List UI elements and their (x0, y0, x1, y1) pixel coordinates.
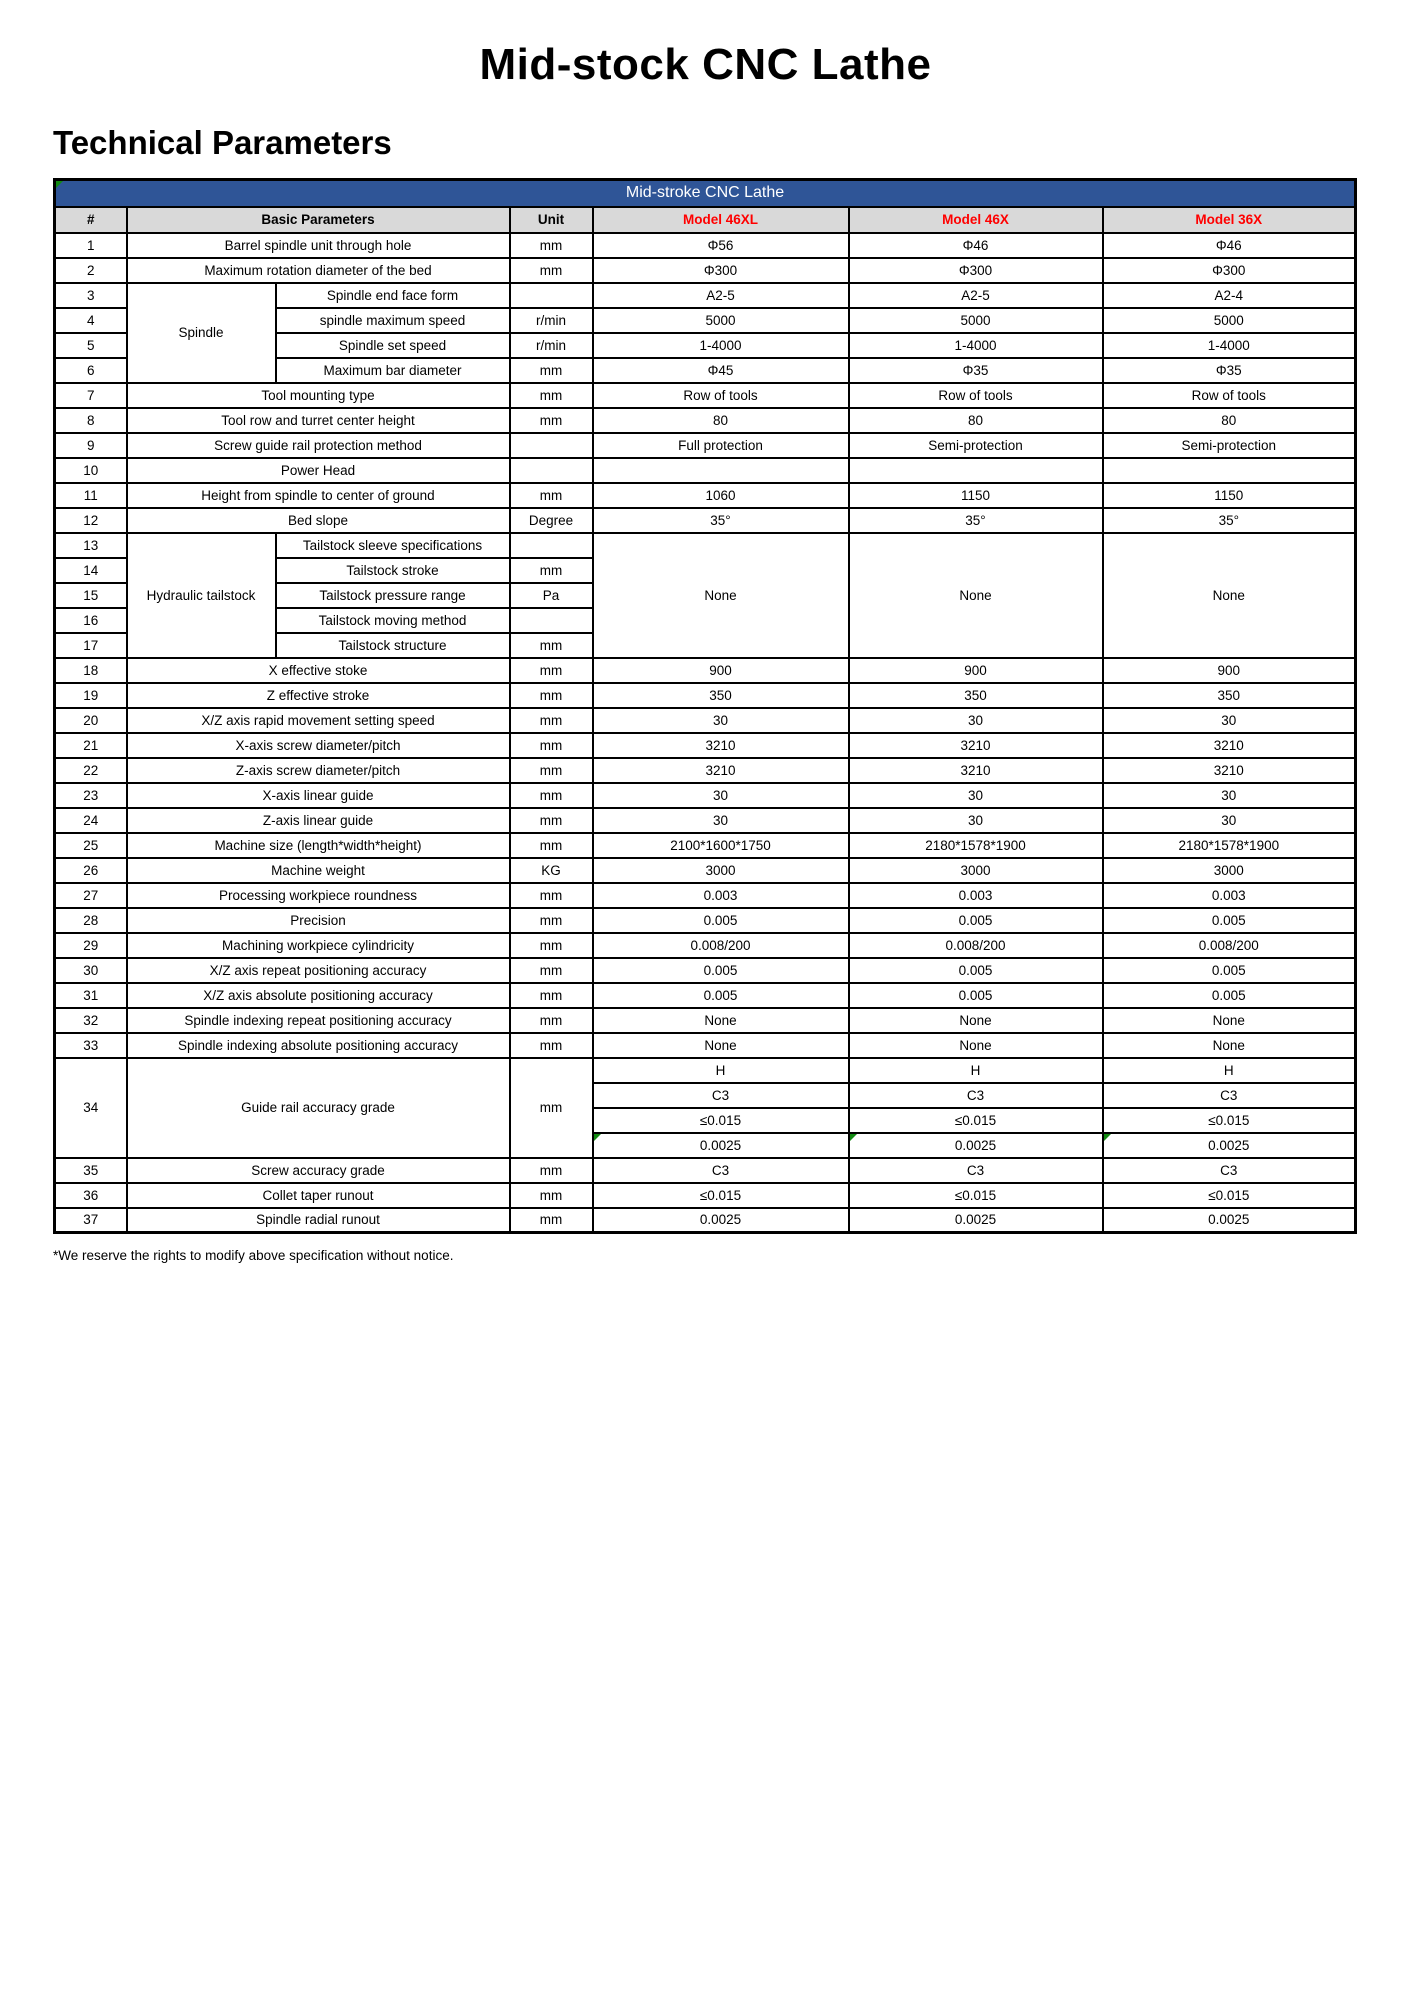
value-cell: C3 (1103, 1083, 1356, 1108)
param-cell: X-axis linear guide (127, 783, 510, 808)
value-cell: C3 (593, 1083, 849, 1108)
row-num-cell: 30 (55, 958, 127, 983)
unit-cell (510, 433, 593, 458)
value-cell: 2180*1578*1900 (849, 833, 1103, 858)
table-row (55, 808, 1356, 833)
unit-cell: mm (510, 658, 593, 683)
col-header-model-46xl: Model 46XL (593, 207, 849, 233)
value-cell: 3000 (1103, 858, 1356, 883)
unit-cell: Pa (510, 583, 593, 608)
value-cell: None (593, 1008, 849, 1033)
row-num-cell: 22 (55, 758, 127, 783)
value-cell: C3 (1103, 1158, 1356, 1183)
unit-cell: mm (510, 683, 593, 708)
row-num-cell: 34 (55, 1058, 127, 1158)
value-cell: 900 (849, 658, 1103, 683)
table-row (55, 408, 1356, 433)
table-row (55, 783, 1356, 808)
row-num-cell: 17 (55, 633, 127, 658)
row-num-cell: 29 (55, 933, 127, 958)
row-num-cell: 10 (55, 458, 127, 483)
value-cell: 35° (593, 508, 849, 533)
value-cell: 0.005 (1103, 983, 1356, 1008)
row-num-cell: 11 (55, 483, 127, 508)
unit-cell: mm (510, 258, 593, 283)
row-num-cell: 25 (55, 833, 127, 858)
row-num-cell: 18 (55, 658, 127, 683)
unit-cell: r/min (510, 308, 593, 333)
param-cell: Machining workpiece cylindricity (127, 933, 510, 958)
value-cell: None (849, 533, 1103, 658)
value-cell: 30 (1103, 808, 1356, 833)
table-row (55, 1058, 1356, 1083)
unit-cell: mm (510, 933, 593, 958)
param-cell: Machine size (length*width*height) (127, 833, 510, 858)
value-cell: 0.003 (593, 883, 849, 908)
value-cell (593, 458, 849, 483)
param-cell: Tailstock sleeve specifications (276, 533, 510, 558)
row-num-cell: 36 (55, 1183, 127, 1208)
param-cell: Barrel spindle unit through hole (127, 233, 510, 258)
value-cell: 80 (593, 408, 849, 433)
row-num-cell: 2 (55, 258, 127, 283)
unit-cell (510, 458, 593, 483)
param-cell: Bed slope (127, 508, 510, 533)
param-cell: Tailstock moving method (276, 608, 510, 633)
group-cell: Spindle (127, 283, 276, 383)
param-cell: Machine weight (127, 858, 510, 883)
value-cell: H (593, 1058, 849, 1083)
technical-parameters-table (53, 178, 1357, 1234)
value-cell: Row of tools (1103, 383, 1356, 408)
param-cell: Processing workpiece roundness (127, 883, 510, 908)
value-cell: 30 (593, 808, 849, 833)
unit-cell: mm (510, 1183, 593, 1208)
table-row (55, 533, 1356, 558)
value-cell: 0.0025 (1103, 1208, 1356, 1233)
value-cell: None (1103, 1033, 1356, 1058)
unit-cell: mm (510, 833, 593, 858)
value-cell: 30 (593, 708, 849, 733)
row-num-cell: 15 (55, 583, 127, 608)
value-cell: None (849, 1008, 1103, 1033)
param-cell: Tool mounting type (127, 383, 510, 408)
value-cell: A2-5 (593, 283, 849, 308)
param-cell: Spindle set speed (276, 333, 510, 358)
value-cell: 1060 (593, 483, 849, 508)
value-cell: 350 (593, 683, 849, 708)
unit-cell: KG (510, 858, 593, 883)
value-cell: 0.005 (849, 983, 1103, 1008)
param-cell: X effective stoke (127, 658, 510, 683)
value-cell: Φ35 (849, 358, 1103, 383)
table-title-bar: Mid-stroke CNC Lathe (55, 180, 1356, 207)
table-row (55, 1158, 1356, 1183)
param-cell: X/Z axis absolute positioning accuracy (127, 983, 510, 1008)
col-header-unit: Unit (510, 207, 593, 233)
unit-cell: mm (510, 358, 593, 383)
value-cell: 0.008/200 (593, 933, 849, 958)
value-cell: Semi-protection (849, 433, 1103, 458)
row-num-cell: 28 (55, 908, 127, 933)
row-num-cell: 31 (55, 983, 127, 1008)
value-cell: 30 (1103, 783, 1356, 808)
param-cell: Tailstock structure (276, 633, 510, 658)
value-cell: Φ46 (849, 233, 1103, 258)
row-num-cell: 20 (55, 708, 127, 733)
table-row (55, 1008, 1356, 1033)
unit-cell: r/min (510, 333, 593, 358)
value-cell: 0.005 (593, 983, 849, 1008)
param-cell: Maximum bar diameter (276, 358, 510, 383)
value-cell: 1150 (849, 483, 1103, 508)
value-cell: None (1103, 533, 1356, 658)
unit-cell (510, 533, 593, 558)
value-cell: 3210 (593, 733, 849, 758)
value-cell: 80 (1103, 408, 1356, 433)
value-cell: 1-4000 (1103, 333, 1356, 358)
value-cell: 900 (593, 658, 849, 683)
value-cell: Φ45 (593, 358, 849, 383)
value-cell: 80 (849, 408, 1103, 433)
value-cell: H (849, 1058, 1103, 1083)
param-cell: X/Z axis repeat positioning accuracy (127, 958, 510, 983)
param-cell: Tailstock stroke (276, 558, 510, 583)
row-num-cell: 35 (55, 1158, 127, 1183)
unit-cell: mm (510, 1033, 593, 1058)
value-cell: A2-4 (1103, 283, 1356, 308)
page-title: Mid-stock CNC Lathe (479, 40, 932, 89)
unit-cell: mm (510, 1208, 593, 1233)
col-header-basic-parameters: Basic Parameters (127, 207, 510, 233)
unit-cell: mm (510, 233, 593, 258)
value-cell: 35° (849, 508, 1103, 533)
footnote: *We reserve the rights to modify above specification without notice. (53, 1248, 454, 1263)
row-num-cell: 6 (55, 358, 127, 383)
row-num-cell: 5 (55, 333, 127, 358)
row-num-cell: 19 (55, 683, 127, 708)
param-cell: Precision (127, 908, 510, 933)
unit-cell: mm (510, 558, 593, 583)
table-row (55, 433, 1356, 458)
table-row (55, 458, 1356, 483)
value-cell: 0.008/200 (849, 933, 1103, 958)
value-cell: 1150 (1103, 483, 1356, 508)
value-cell: Row of tools (849, 383, 1103, 408)
table-row (55, 758, 1356, 783)
value-cell: None (849, 1033, 1103, 1058)
table-row (55, 933, 1356, 958)
param-cell: Guide rail accuracy grade (127, 1058, 510, 1158)
row-num-cell: 32 (55, 1008, 127, 1033)
value-cell: Φ35 (1103, 358, 1356, 383)
param-cell: X/Z axis rapid movement setting speed (127, 708, 510, 733)
unit-cell: mm (510, 1058, 593, 1158)
value-cell: 2180*1578*1900 (1103, 833, 1356, 858)
row-num-cell: 37 (55, 1208, 127, 1233)
value-cell: Full protection (593, 433, 849, 458)
value-cell: C3 (849, 1083, 1103, 1108)
value-cell: 0.003 (849, 883, 1103, 908)
param-cell: X-axis screw diameter/pitch (127, 733, 510, 758)
value-cell: None (593, 533, 849, 658)
row-num-cell: 7 (55, 383, 127, 408)
value-cell: 0.005 (593, 958, 849, 983)
row-num-cell: 26 (55, 858, 127, 883)
value-cell: 0.005 (849, 958, 1103, 983)
value-cell: 0.0025 (849, 1133, 1103, 1158)
table-row (55, 508, 1356, 533)
value-cell: None (593, 1033, 849, 1058)
section-heading: Technical Parameters (53, 124, 392, 161)
row-num-cell: 21 (55, 733, 127, 758)
value-cell: Semi-protection (1103, 433, 1356, 458)
value-cell: 3210 (1103, 733, 1356, 758)
value-cell: 3210 (1103, 758, 1356, 783)
value-cell: A2-5 (849, 283, 1103, 308)
value-cell: 0.0025 (593, 1208, 849, 1233)
value-cell: H (1103, 1058, 1356, 1083)
table-row (55, 383, 1356, 408)
value-cell: None (1103, 1008, 1356, 1033)
value-cell: 0.008/200 (1103, 933, 1356, 958)
value-cell: 30 (849, 708, 1103, 733)
row-num-cell: 23 (55, 783, 127, 808)
value-cell: Φ56 (593, 233, 849, 258)
table-title-row (55, 180, 1356, 207)
value-cell: ≤0.015 (593, 1183, 849, 1208)
value-cell: Row of tools (593, 383, 849, 408)
value-cell: 0.0025 (593, 1133, 849, 1158)
table-row (55, 708, 1356, 733)
table-row (55, 833, 1356, 858)
param-cell: Height from spindle to center of ground (127, 483, 510, 508)
unit-cell: mm (510, 958, 593, 983)
row-num-cell: 3 (55, 283, 127, 308)
table-row (55, 233, 1356, 258)
row-num-cell: 1 (55, 233, 127, 258)
value-cell: 30 (849, 808, 1103, 833)
value-cell (1103, 458, 1356, 483)
table-row (55, 883, 1356, 908)
value-cell: 30 (1103, 708, 1356, 733)
value-cell: ≤0.015 (849, 1183, 1103, 1208)
param-cell: Tool row and turret center height (127, 408, 510, 433)
row-num-cell: 8 (55, 408, 127, 433)
unit-cell: mm (510, 708, 593, 733)
value-cell: 3210 (849, 733, 1103, 758)
row-num-cell: 33 (55, 1033, 127, 1058)
value-cell: 900 (1103, 658, 1356, 683)
unit-cell: mm (510, 983, 593, 1008)
value-cell: ≤0.015 (1103, 1108, 1356, 1133)
value-cell: ≤0.015 (593, 1108, 849, 1133)
table-row (55, 908, 1356, 933)
table-row (55, 283, 1356, 308)
table-row (55, 733, 1356, 758)
table-row (55, 858, 1356, 883)
unit-cell: mm (510, 733, 593, 758)
value-cell: 30 (849, 783, 1103, 808)
param-cell: Spindle radial runout (127, 1208, 510, 1233)
row-num-cell: 12 (55, 508, 127, 533)
param-cell: Collet taper runout (127, 1183, 510, 1208)
group-cell: Hydraulic tailstock (127, 533, 276, 658)
value-cell: Φ300 (849, 258, 1103, 283)
param-cell: spindle maximum speed (276, 308, 510, 333)
value-cell: 30 (593, 783, 849, 808)
value-cell: Φ300 (1103, 258, 1356, 283)
value-cell: Φ46 (1103, 233, 1356, 258)
table-row (55, 983, 1356, 1008)
unit-cell: mm (510, 408, 593, 433)
unit-cell: mm (510, 383, 593, 408)
column-header-row (55, 207, 1356, 233)
table-row (55, 1183, 1356, 1208)
param-cell: Z-axis screw diameter/pitch (127, 758, 510, 783)
value-cell: 350 (1103, 683, 1356, 708)
value-cell: C3 (849, 1158, 1103, 1183)
value-cell: 5000 (849, 308, 1103, 333)
unit-cell: mm (510, 883, 593, 908)
table-row (55, 958, 1356, 983)
unit-cell (510, 608, 593, 633)
table-row (55, 683, 1356, 708)
unit-cell: Degree (510, 508, 593, 533)
unit-cell (510, 283, 593, 308)
row-num-cell: 27 (55, 883, 127, 908)
table-row (55, 1208, 1356, 1233)
row-num-cell: 16 (55, 608, 127, 633)
unit-cell: mm (510, 783, 593, 808)
value-cell: 0.0025 (849, 1208, 1103, 1233)
param-cell: Screw guide rail protection method (127, 433, 510, 458)
param-cell: Z-axis linear guide (127, 808, 510, 833)
param-cell: Spindle indexing repeat positioning accuracy (127, 1008, 510, 1033)
param-cell: Spindle end face form (276, 283, 510, 308)
unit-cell: mm (510, 908, 593, 933)
col-header-num: # (55, 207, 127, 233)
value-cell: Φ300 (593, 258, 849, 283)
value-cell: 3210 (849, 758, 1103, 783)
value-cell: 0.003 (1103, 883, 1356, 908)
row-num-cell: 9 (55, 433, 127, 458)
value-cell: 0.0025 (1103, 1133, 1356, 1158)
param-cell: Tailstock pressure range (276, 583, 510, 608)
table-row (55, 1033, 1356, 1058)
unit-cell: mm (510, 633, 593, 658)
value-cell: 35° (1103, 508, 1356, 533)
value-cell: 5000 (593, 308, 849, 333)
unit-cell: mm (510, 1008, 593, 1033)
value-cell: 0.005 (849, 908, 1103, 933)
row-num-cell: 14 (55, 558, 127, 583)
value-cell: 0.005 (593, 908, 849, 933)
unit-cell: mm (510, 758, 593, 783)
value-cell: 1-4000 (849, 333, 1103, 358)
value-cell: 0.005 (1103, 908, 1356, 933)
value-cell: C3 (593, 1158, 849, 1183)
value-cell: 3210 (593, 758, 849, 783)
value-cell: 350 (849, 683, 1103, 708)
value-cell: 3000 (593, 858, 849, 883)
unit-cell: mm (510, 1158, 593, 1183)
value-cell: 0.005 (1103, 958, 1356, 983)
param-cell: Maximum rotation diameter of the bed (127, 258, 510, 283)
col-header-model-46x: Model 46X (849, 207, 1103, 233)
param-cell: Power Head (127, 458, 510, 483)
value-cell: ≤0.015 (849, 1108, 1103, 1133)
row-num-cell: 4 (55, 308, 127, 333)
col-header-model-36x: Model 36X (1103, 207, 1356, 233)
param-cell: Z effective stroke (127, 683, 510, 708)
value-cell: 3000 (849, 858, 1103, 883)
value-cell: ≤0.015 (1103, 1183, 1356, 1208)
table-row (55, 483, 1356, 508)
row-num-cell: 13 (55, 533, 127, 558)
value-cell: 5000 (1103, 308, 1356, 333)
table-row (55, 258, 1356, 283)
row-num-cell: 24 (55, 808, 127, 833)
value-cell: 2100*1600*1750 (593, 833, 849, 858)
value-cell: 1-4000 (593, 333, 849, 358)
table-row (55, 658, 1356, 683)
param-cell: Spindle indexing absolute positioning accuracy (127, 1033, 510, 1058)
value-cell (849, 458, 1103, 483)
unit-cell: mm (510, 808, 593, 833)
param-cell: Screw accuracy grade (127, 1158, 510, 1183)
unit-cell: mm (510, 483, 593, 508)
